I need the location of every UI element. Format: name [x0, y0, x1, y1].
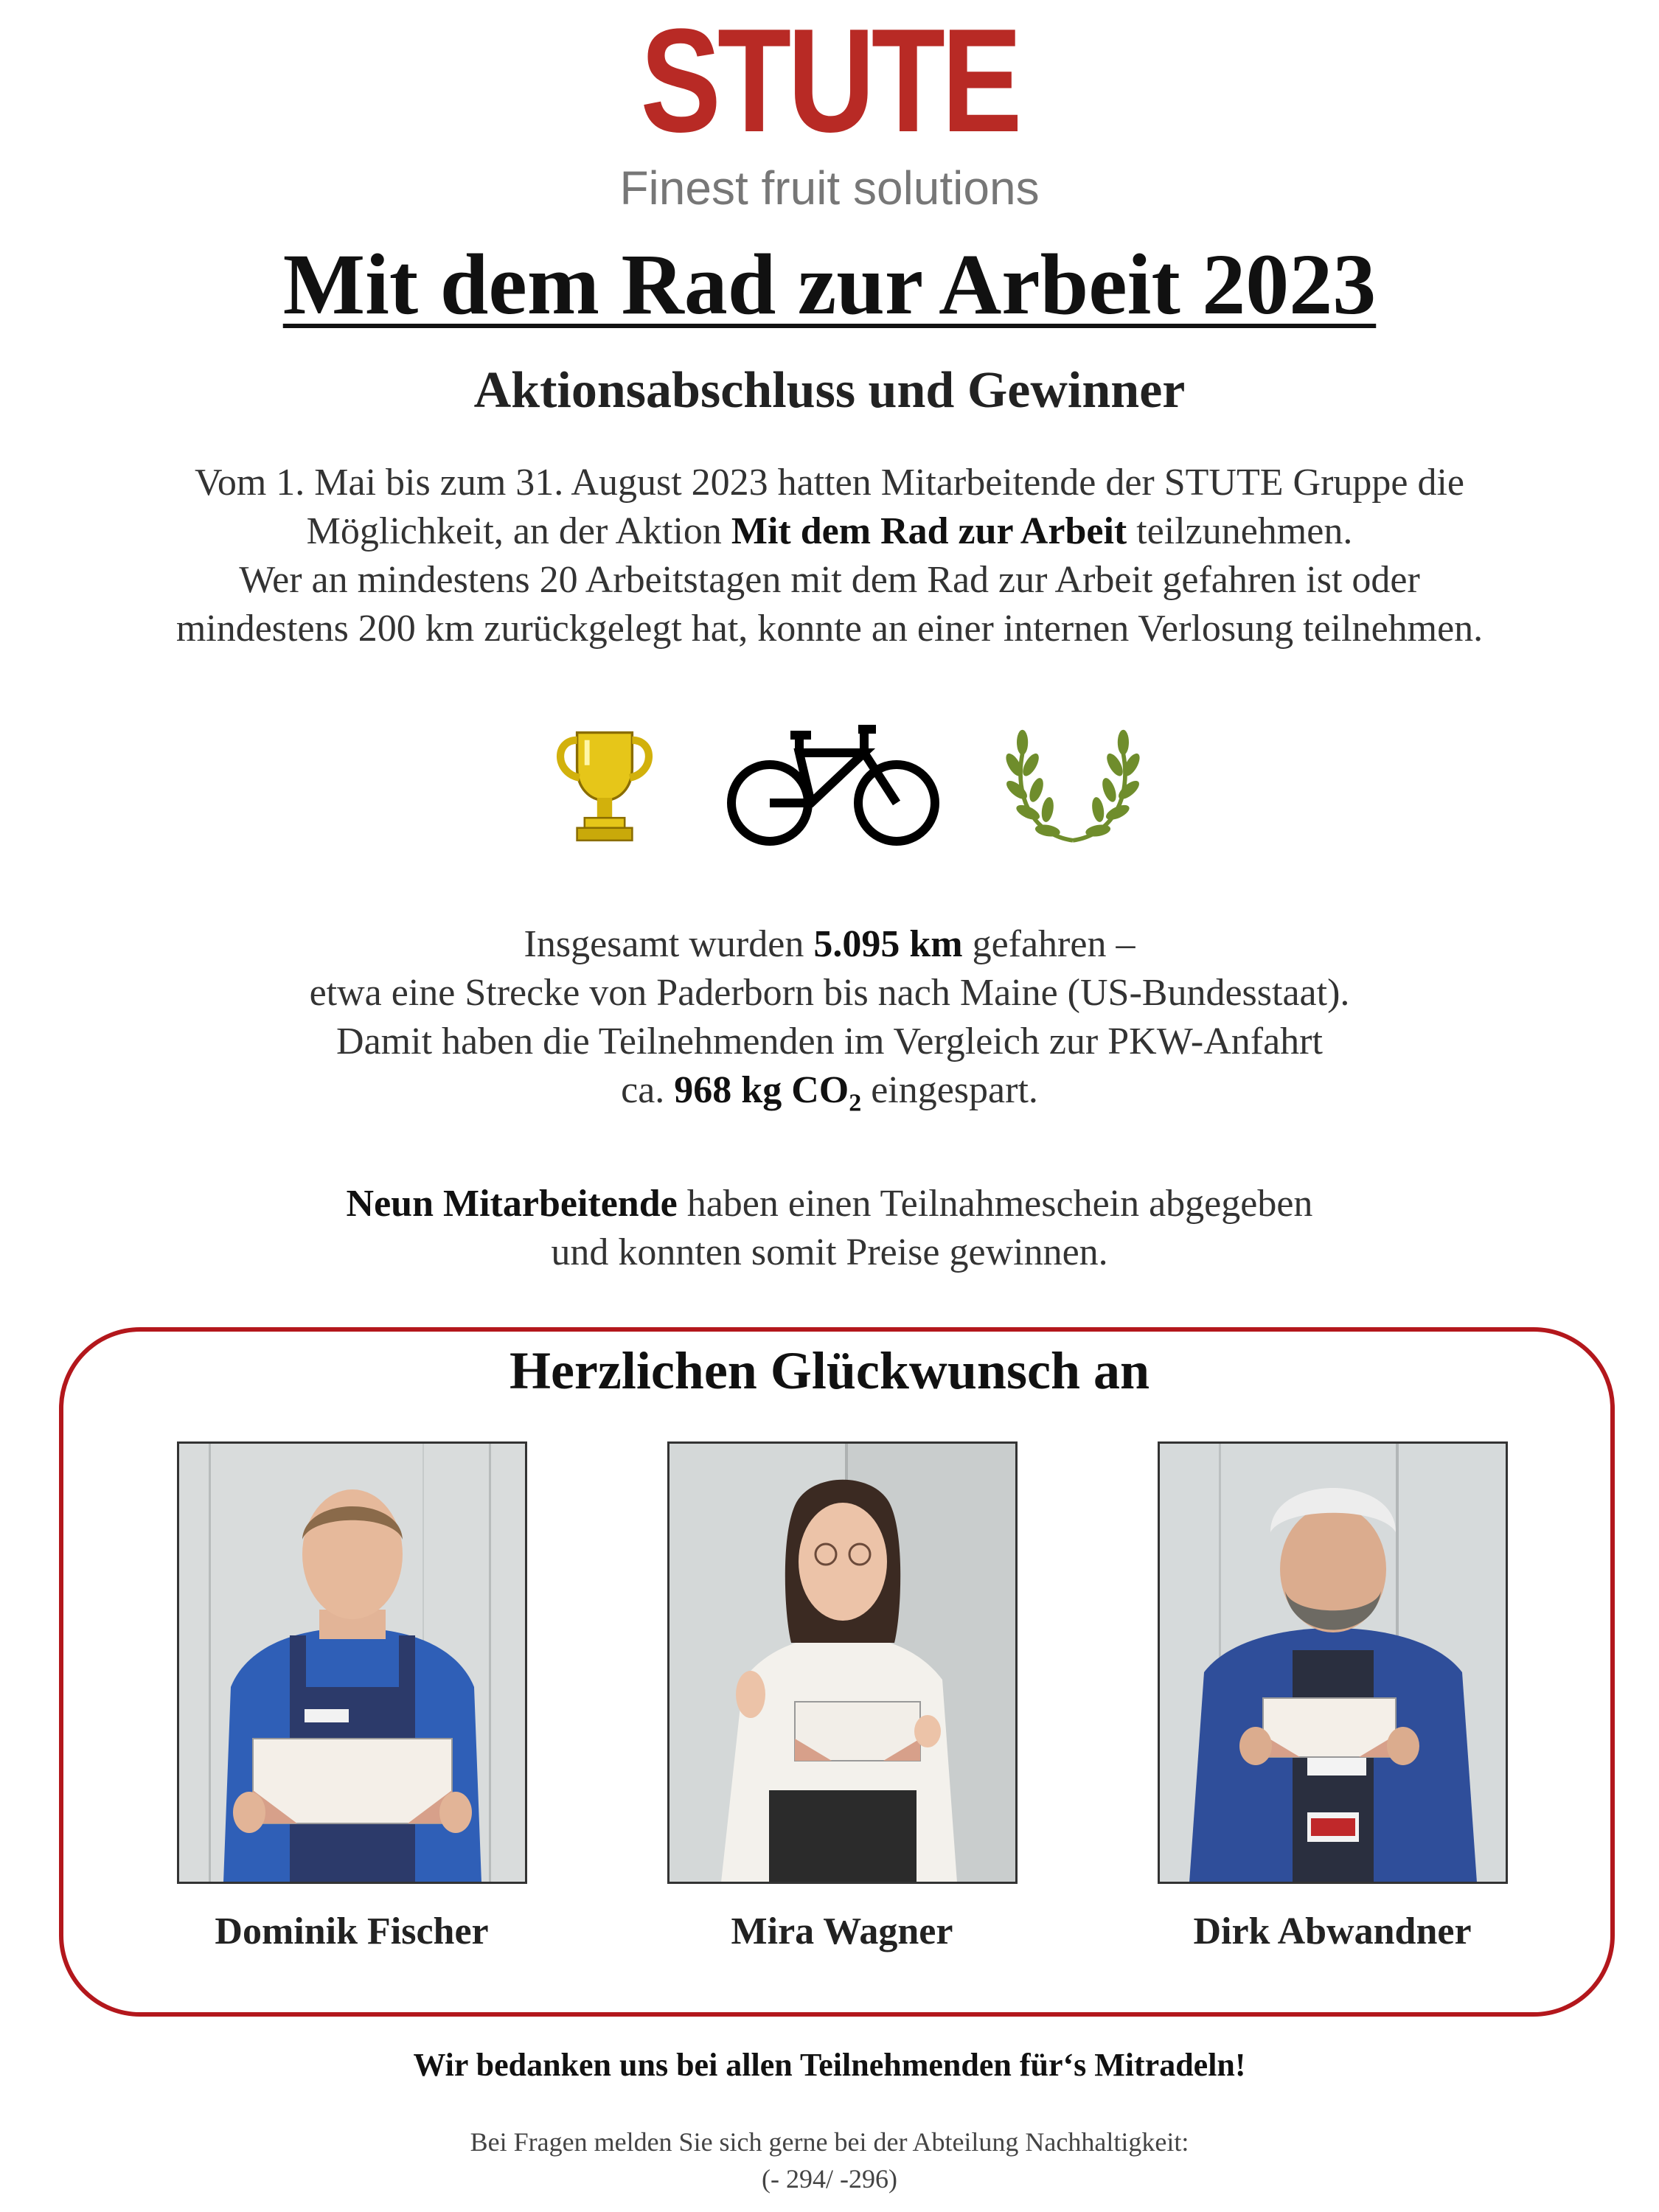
page-subtitle: Aktionsabschluss und Gewinner: [473, 362, 1186, 419]
intro-line: [0, 507, 1659, 556]
page-title: [0, 234, 1659, 335]
intro-line: Wer an mindestens 20 Arbeitstagen mit dem Rad zur Arbeit gefahren ist oder: [239, 559, 1420, 601]
stats-line: etwa eine Strecke von Paderborn bis nach Maine (US-Bundesstaat).: [309, 972, 1350, 1014]
intro-line: mindestens 200 km zurückgelegt hat, konnte an einer internen Verlosung teilnehmen.: [175, 608, 1484, 650]
thanks-message: Wir bedanken uns bei allen Teilnehmenden für‘s Mitradeln!: [413, 2047, 1246, 2083]
contact-phone: (- 294/ -296): [762, 2164, 897, 2194]
contact-line: Bei Fragen melden Sie sich gerne bei der Abteilung Nachhaltigkeit:: [470, 2127, 1189, 2157]
participants-line: [0, 1180, 1659, 1228]
stats-paragraph: [0, 920, 1659, 1127]
winner-name-1: Dominik Fischer: [215, 1910, 489, 1952]
participants-text: haben einen Teilnahmeschein abgegeben: [677, 1183, 1313, 1225]
participant-count: Neun Mitarbeitende: [346, 1183, 678, 1225]
intro-text: teilzunehmen.: [1127, 510, 1353, 552]
winner-name-3: Dirk Abwandner: [1193, 1910, 1472, 1952]
winners-heading: Herzlichen Glückwunsch an: [509, 1341, 1150, 1400]
icon-row: [0, 708, 1659, 855]
co2-subscript: 2: [849, 1089, 862, 1117]
winner-photo-3: [1158, 1441, 1508, 1884]
intro-line: Vom 1. Mai bis zum 31. August 2023 hatten Mitarbeitende der STUTE Gruppe die: [195, 462, 1464, 504]
co2-value: [674, 1069, 862, 1117]
intro-paragraph: [0, 459, 1659, 653]
stats-text: gefahren –: [962, 923, 1135, 965]
co2-amount: 968 kg CO: [674, 1069, 849, 1111]
laurel-wreath-icon: [1003, 712, 1143, 852]
page-title-text: Mit dem Rad zur Arbeit 2023: [282, 236, 1377, 333]
campaign-name: Mit dem Rad zur Arbeit: [731, 510, 1127, 552]
logo-tagline: Finest fruit solutions: [619, 161, 1040, 215]
distance-value: 5.095 km: [813, 923, 963, 965]
intro-text: Möglichkeit, an der Aktion: [306, 510, 731, 552]
participants-paragraph: [0, 1180, 1659, 1277]
winner-name-2: Mira Wagner: [731, 1910, 953, 1952]
winner-photo-2: [667, 1441, 1018, 1884]
stute-logo: STUTE: [640, 0, 1019, 163]
contact-info: [0, 2124, 1659, 2197]
trophy-icon: [542, 723, 667, 848]
bicycle-icon: [723, 712, 944, 852]
stats-text: Insgesamt wurden: [524, 923, 814, 965]
stats-text: eingespart.: [861, 1069, 1038, 1111]
winner-photo-1: [177, 1441, 527, 1884]
stats-line: Damit haben die Teilnehmenden im Vergleich zur PKW-Anfahrt: [336, 1020, 1323, 1062]
stats-text: ca.: [621, 1069, 675, 1111]
stats-line: [0, 1066, 1659, 1127]
stats-line: [0, 920, 1659, 969]
participants-line: und konnten somit Preise gewinnen.: [551, 1231, 1108, 1273]
